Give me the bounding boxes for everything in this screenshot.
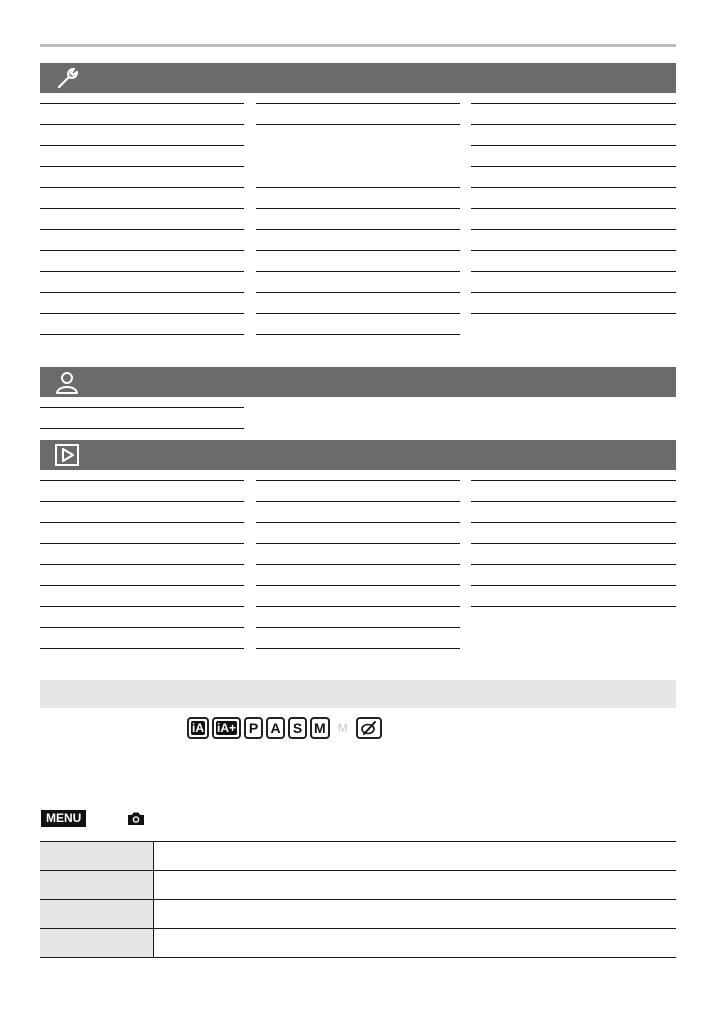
menu-item — [256, 482, 460, 502]
table-row-header — [40, 929, 154, 958]
menu-item — [40, 566, 244, 586]
table-row — [40, 842, 676, 871]
menu-item — [256, 566, 460, 586]
program-mode-icon: P — [244, 717, 263, 739]
menu-item — [471, 503, 676, 523]
table-row-description — [154, 900, 677, 929]
settings-table — [40, 841, 676, 958]
menu-item — [40, 608, 244, 628]
shutter-priority-mode-icon: S — [288, 717, 307, 739]
menu-item — [256, 210, 460, 230]
top-rule — [40, 44, 676, 47]
menu-item — [256, 545, 460, 565]
menu-item — [471, 84, 676, 104]
menu-item — [40, 629, 244, 649]
menu-item — [40, 231, 244, 251]
menu-item — [256, 503, 460, 523]
table-row — [40, 929, 676, 958]
menu-item — [471, 461, 676, 481]
menu-item — [256, 252, 460, 272]
menu-item — [471, 252, 676, 272]
camera-icon — [127, 810, 145, 826]
menu-item — [40, 273, 244, 293]
menu-item — [471, 189, 676, 209]
table-row-description — [154, 871, 677, 900]
menu-item — [256, 273, 460, 293]
menu-item — [471, 566, 676, 586]
menu-item — [40, 189, 244, 209]
intelligent-auto-plus-mode-icon: iA+ — [212, 717, 241, 739]
menu-item — [256, 84, 460, 104]
menu-item — [471, 105, 676, 125]
menu-item — [40, 294, 244, 314]
menu-item — [471, 147, 676, 167]
menu-item — [40, 461, 244, 481]
menu-item — [40, 147, 244, 167]
menu-item — [471, 482, 676, 502]
menu-item — [40, 168, 244, 188]
applicable-modes — [187, 715, 382, 741]
table-row-header — [40, 871, 154, 900]
menu-item — [256, 231, 460, 251]
section-title-band — [40, 680, 676, 708]
menu-item — [256, 168, 460, 188]
menu-item — [40, 545, 244, 565]
menu-item — [40, 409, 244, 429]
manual-mode-icon: M — [310, 717, 330, 739]
table-row-header — [40, 900, 154, 929]
table-row-description — [154, 842, 677, 871]
table-row — [40, 871, 676, 900]
table-row-description — [154, 929, 677, 958]
brush-icon — [360, 720, 378, 736]
menu-item — [471, 545, 676, 565]
menu-item — [256, 608, 460, 628]
menu-item — [40, 84, 244, 104]
menu-item — [256, 524, 460, 544]
menu-item — [40, 388, 244, 408]
menu-item — [471, 168, 676, 188]
menu-item — [256, 587, 460, 607]
menu-item — [256, 189, 460, 209]
menu-item — [256, 105, 460, 125]
menu-item — [40, 252, 244, 272]
menu-item — [471, 294, 676, 314]
menu-item — [256, 461, 460, 481]
menu-item — [40, 503, 244, 523]
menu-item — [471, 231, 676, 251]
table-row-header — [40, 842, 154, 871]
aperture-priority-mode-icon: A — [266, 717, 285, 739]
table-row — [40, 900, 676, 929]
menu-item — [256, 629, 460, 649]
menu-item — [256, 294, 460, 314]
menu-item — [471, 210, 676, 230]
menu-item — [40, 482, 244, 502]
menu-item — [40, 126, 244, 146]
creative-video-mode-icon: M — [333, 717, 353, 739]
menu-item — [471, 587, 676, 607]
menu-item — [471, 126, 676, 146]
menu-item — [40, 587, 244, 607]
menu-item — [40, 210, 244, 230]
menu-item — [471, 273, 676, 293]
menu-item — [40, 315, 244, 335]
creative-control-mode-icon — [356, 717, 382, 739]
intelligent-auto-mode-icon: iA — [187, 717, 209, 739]
menu-item — [40, 105, 244, 125]
menu-item — [40, 524, 244, 544]
menu-item — [256, 315, 460, 335]
menu-button-icon: MENU — [41, 810, 86, 827]
menu-item — [471, 524, 676, 544]
